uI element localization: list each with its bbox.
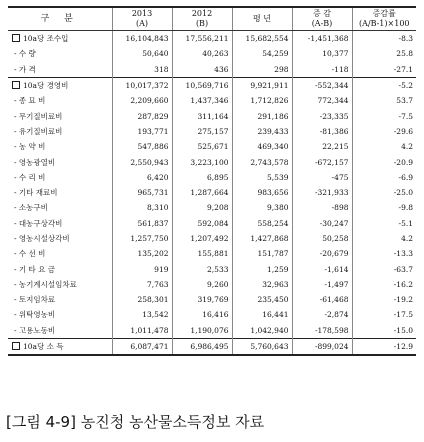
value-average: 239,433 bbox=[232, 124, 292, 139]
value-2012: 10,569,716 bbox=[172, 77, 232, 93]
value-2012: 6,986,495 bbox=[172, 338, 232, 355]
value-average: 1,427,868 bbox=[232, 231, 292, 246]
value-2012: 155,881 bbox=[172, 246, 232, 261]
value-change: -118 bbox=[292, 62, 352, 78]
row-label-text: - 수 리 비 bbox=[14, 172, 46, 182]
value-2013: 1,011,478 bbox=[112, 323, 172, 339]
value-rate: 25.8 bbox=[352, 46, 416, 61]
row-label bbox=[8, 46, 112, 61]
value-rate: 4.2 bbox=[352, 231, 416, 246]
value-2012: 525,671 bbox=[172, 139, 232, 154]
row-label-text: - 기타 재료비 bbox=[14, 188, 58, 198]
row-label-text: - 유기질비료비 bbox=[14, 126, 63, 136]
value-average: 151,787 bbox=[232, 246, 292, 261]
value-change: -899,024 bbox=[292, 338, 352, 355]
value-2013: 6,087,471 bbox=[112, 338, 172, 355]
value-2012: 592,084 bbox=[172, 216, 232, 231]
row-label bbox=[8, 154, 112, 169]
value-2012: 311,164 bbox=[172, 108, 232, 123]
value-average: 1,259 bbox=[232, 261, 292, 276]
value-2013: 2,209,660 bbox=[112, 93, 172, 108]
row-label-text: - 토지임차료 bbox=[14, 295, 56, 305]
value-average: 5,539 bbox=[232, 170, 292, 185]
row-label bbox=[8, 246, 112, 261]
value-2012: 9,208 bbox=[172, 200, 232, 215]
value-2013: 2,550,943 bbox=[112, 154, 172, 169]
checkbox-square-icon bbox=[12, 342, 20, 350]
value-change: -552,344 bbox=[292, 77, 352, 93]
checkbox-square-icon bbox=[12, 81, 20, 89]
row-label bbox=[8, 139, 112, 154]
value-2013: 193,771 bbox=[112, 124, 172, 139]
table-row bbox=[8, 139, 416, 154]
value-2013: 258,301 bbox=[112, 292, 172, 307]
row-label-text: - 농 약 비 bbox=[14, 142, 46, 152]
row-label-text: - 고용노동비 bbox=[14, 325, 56, 335]
value-rate: -17.5 bbox=[352, 307, 416, 322]
value-change: 772,344 bbox=[292, 93, 352, 108]
value-rate: -9.8 bbox=[352, 200, 416, 215]
row-label bbox=[8, 170, 112, 185]
value-2013: 287,829 bbox=[112, 108, 172, 123]
row-label-text: - 소농구비 bbox=[14, 203, 48, 213]
value-rate: -12.9 bbox=[352, 338, 416, 355]
value-2013: 6,420 bbox=[112, 170, 172, 185]
value-average: 9,921,911 bbox=[232, 77, 292, 93]
value-2012: 2,533 bbox=[172, 261, 232, 276]
table-row bbox=[8, 154, 416, 169]
value-2012: 436 bbox=[172, 62, 232, 78]
value-2013: 135,202 bbox=[112, 246, 172, 261]
value-2013: 8,310 bbox=[112, 200, 172, 215]
header-item: 구 분 bbox=[8, 7, 112, 31]
row-label bbox=[8, 200, 112, 215]
row-label-text: 10a당 소 득 bbox=[23, 342, 64, 352]
row-label bbox=[8, 31, 112, 47]
value-rate: -20.9 bbox=[352, 154, 416, 169]
value-change: -1,451,368 bbox=[292, 31, 352, 47]
value-change: -898 bbox=[292, 200, 352, 215]
value-average: 15,682,554 bbox=[232, 31, 292, 47]
value-average: 9,380 bbox=[232, 200, 292, 215]
value-average: 1,712,826 bbox=[232, 93, 292, 108]
row-label-text: - 가 격 bbox=[14, 64, 36, 74]
value-rate: -7.5 bbox=[352, 108, 416, 123]
value-rate: -25.0 bbox=[352, 185, 416, 200]
row-label bbox=[8, 231, 112, 246]
value-2012: 3,223,100 bbox=[172, 154, 232, 169]
value-2013: 13,542 bbox=[112, 307, 172, 322]
value-rate: -63.7 bbox=[352, 261, 416, 276]
row-label-text: - 영농시설상각비 bbox=[14, 234, 70, 243]
header-2012: 2012 (B) bbox=[172, 7, 232, 31]
value-change: -1,497 bbox=[292, 277, 352, 292]
value-change: -475 bbox=[292, 170, 352, 185]
value-2012: 1,287,664 bbox=[172, 185, 232, 200]
value-2012: 40,263 bbox=[172, 46, 232, 61]
value-2012: 6,895 bbox=[172, 170, 232, 185]
value-2013: 1,257,750 bbox=[112, 231, 172, 246]
value-change: 10,377 bbox=[292, 46, 352, 61]
income-table bbox=[8, 6, 416, 356]
value-average: 291,186 bbox=[232, 108, 292, 123]
row-label bbox=[8, 338, 112, 355]
value-rate: -8.3 bbox=[352, 31, 416, 47]
header-change: 증 감 (A-B) bbox=[292, 7, 352, 31]
value-2012: 1,207,492 bbox=[172, 231, 232, 246]
row-label bbox=[8, 124, 112, 139]
value-2012: 16,416 bbox=[172, 307, 232, 322]
row-label bbox=[8, 292, 112, 307]
value-rate: -5.2 bbox=[352, 77, 416, 93]
table-row bbox=[8, 77, 416, 93]
table-header-row bbox=[8, 7, 416, 31]
value-rate: 53.7 bbox=[352, 93, 416, 108]
value-rate: -6.9 bbox=[352, 170, 416, 185]
row-label bbox=[8, 277, 112, 292]
row-label-text: - 대농구상각비 bbox=[14, 218, 63, 228]
value-2013: 10,017,372 bbox=[112, 77, 172, 93]
row-label-text: - 위탁영농비 bbox=[14, 310, 56, 320]
value-change: -672,157 bbox=[292, 154, 352, 169]
value-2012: 9,260 bbox=[172, 277, 232, 292]
row-label bbox=[8, 62, 112, 78]
table-row bbox=[8, 93, 416, 108]
value-2012: 319,769 bbox=[172, 292, 232, 307]
value-average: 469,340 bbox=[232, 139, 292, 154]
value-change: -30,247 bbox=[292, 216, 352, 231]
value-average: 32,963 bbox=[232, 277, 292, 292]
value-change: -1,614 bbox=[292, 261, 352, 276]
value-average: 54,259 bbox=[232, 46, 292, 61]
row-label bbox=[8, 323, 112, 339]
value-change: 50,258 bbox=[292, 231, 352, 246]
table-row bbox=[8, 277, 416, 292]
value-rate: -29.6 bbox=[352, 124, 416, 139]
value-rate: -27.1 bbox=[352, 62, 416, 78]
table-row bbox=[8, 338, 416, 355]
table-row bbox=[8, 307, 416, 322]
value-average: 235,450 bbox=[232, 292, 292, 307]
table-row bbox=[8, 216, 416, 231]
table-row bbox=[8, 62, 416, 78]
row-label-text: - 수 량 bbox=[14, 49, 36, 59]
table-row bbox=[8, 292, 416, 307]
value-rate: 4.2 bbox=[352, 139, 416, 154]
value-2012: 275,157 bbox=[172, 124, 232, 139]
row-label-text: - 농기계시설임차료 bbox=[14, 279, 77, 289]
value-rate: -13.3 bbox=[352, 246, 416, 261]
value-2013: 7,763 bbox=[112, 277, 172, 292]
table-row bbox=[8, 200, 416, 215]
row-label-text: - 종 묘 비 bbox=[14, 96, 46, 106]
value-2013: 547,886 bbox=[112, 139, 172, 154]
value-rate: -16.2 bbox=[352, 277, 416, 292]
value-rate: -19.2 bbox=[352, 292, 416, 307]
header-average: 평 년 bbox=[232, 7, 292, 31]
table-row bbox=[8, 261, 416, 276]
value-2012: 1,437,346 bbox=[172, 93, 232, 108]
value-2013: 16,104,843 bbox=[112, 31, 172, 47]
value-change: -178,598 bbox=[292, 323, 352, 339]
value-change: -321,933 bbox=[292, 185, 352, 200]
value-average: 298 bbox=[232, 62, 292, 78]
value-2013: 50,640 bbox=[112, 46, 172, 61]
value-2012: 17,556,211 bbox=[172, 31, 232, 47]
value-rate: -15.0 bbox=[352, 323, 416, 339]
value-change: -23,335 bbox=[292, 108, 352, 123]
table-row bbox=[8, 231, 416, 246]
value-change: -61,468 bbox=[292, 292, 352, 307]
table-row bbox=[8, 185, 416, 200]
value-change: -2,874 bbox=[292, 307, 352, 322]
row-label bbox=[8, 307, 112, 322]
row-label bbox=[8, 261, 112, 276]
row-label-text: 10a당 경영비 bbox=[23, 81, 69, 91]
row-label bbox=[8, 93, 112, 108]
value-2013: 561,837 bbox=[112, 216, 172, 231]
table-row bbox=[8, 170, 416, 185]
header-2013: 2013 (A) bbox=[112, 7, 172, 31]
row-label-text: - 영농광열비 bbox=[14, 157, 56, 167]
table-row bbox=[8, 31, 416, 47]
header-rate: 증감률 (A/B-1)×100 bbox=[352, 7, 416, 31]
checkbox-square-icon bbox=[12, 34, 20, 42]
value-average: 5,760,643 bbox=[232, 338, 292, 355]
value-change: -20,679 bbox=[292, 246, 352, 261]
value-2013: 919 bbox=[112, 261, 172, 276]
table-row bbox=[8, 46, 416, 61]
value-rate: -5.1 bbox=[352, 216, 416, 231]
value-average: 2,743,578 bbox=[232, 154, 292, 169]
value-average: 558,254 bbox=[232, 216, 292, 231]
table-row bbox=[8, 124, 416, 139]
value-2013: 965,731 bbox=[112, 185, 172, 200]
value-2013: 318 bbox=[112, 62, 172, 78]
table-row bbox=[8, 246, 416, 261]
table-row bbox=[8, 323, 416, 339]
value-change: 22,215 bbox=[292, 139, 352, 154]
row-label bbox=[8, 77, 112, 93]
value-average: 1,042,940 bbox=[232, 323, 292, 339]
row-label-text: - 무기질비료비 bbox=[14, 111, 63, 121]
row-label bbox=[8, 185, 112, 200]
value-average: 16,441 bbox=[232, 307, 292, 322]
row-label-text: 10a당 조수입 bbox=[23, 34, 69, 44]
value-2012: 1,190,076 bbox=[172, 323, 232, 339]
value-average: 983,656 bbox=[232, 185, 292, 200]
figure-caption: [그림 4-9] 농진청 농산물소득정보 자료 bbox=[6, 413, 265, 431]
value-change: -81,386 bbox=[292, 124, 352, 139]
table-row bbox=[8, 108, 416, 123]
row-label-text: - 수 선 비 bbox=[14, 249, 46, 259]
row-label-text: - 기 타 요 금 bbox=[14, 264, 56, 274]
row-label bbox=[8, 216, 112, 231]
row-label bbox=[8, 108, 112, 123]
